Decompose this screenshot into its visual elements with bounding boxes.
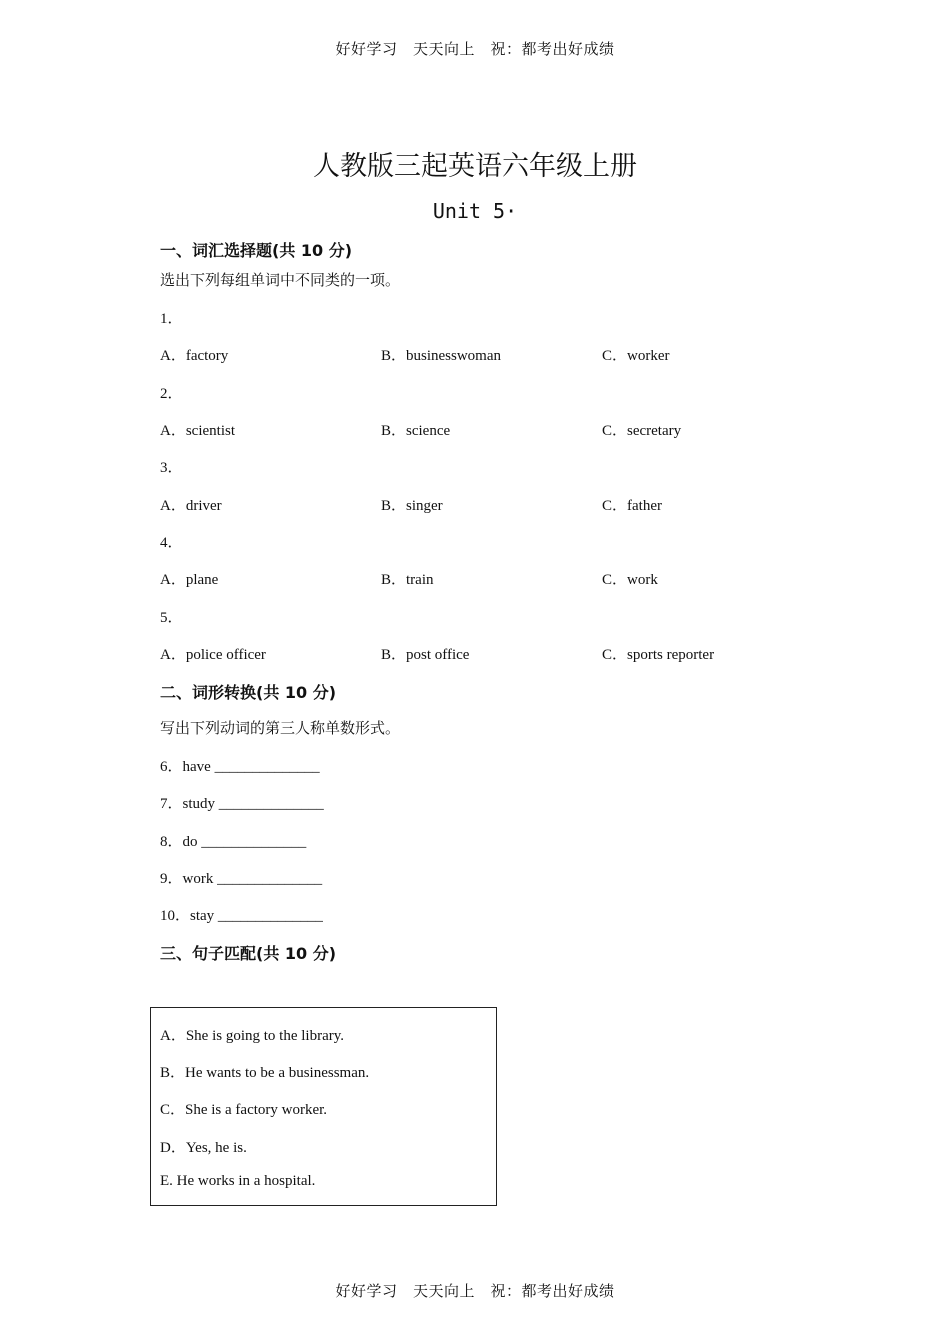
option-c: C．work	[602, 572, 658, 588]
page-header: 好好学习 天天向上 祝：都考出好成绩	[335, 40, 615, 58]
section2-heading: 二、词形转换(共 10 分)	[160, 683, 337, 702]
match-option: A．She is going to the library.	[160, 1028, 345, 1044]
option-b: B．businesswoman	[381, 348, 502, 364]
option-a: A．driver	[160, 498, 222, 514]
option-a: A．factory	[160, 348, 229, 364]
match-option: D．Yes, he is.	[160, 1140, 247, 1156]
unit-subtitle: Unit 5·	[432, 199, 518, 223]
option-c: C．sports reporter	[602, 647, 715, 663]
page-footer: 好好学习 天天向上 祝：都考出好成绩	[335, 1282, 615, 1300]
section2-instruction: 写出下列动词的第三人称单数形式。	[160, 719, 401, 737]
option-c: C．father	[602, 498, 662, 514]
fill-blank-item[interactable]: 9．work ______________	[160, 871, 323, 887]
option-c: C．worker	[602, 348, 670, 364]
option-a: A．plane	[160, 572, 219, 588]
question-number: 1．	[160, 311, 183, 327]
match-option: C．She is a factory worker.	[160, 1102, 328, 1118]
fill-blank-item[interactable]: 10．stay ______________	[160, 908, 323, 924]
question-number: 4．	[160, 535, 183, 551]
option-b: B．post office	[381, 647, 470, 663]
match-option: B．He wants to be a businessman.	[160, 1065, 370, 1081]
option-c: C．secretary	[602, 423, 682, 439]
question-number: 5．	[160, 610, 183, 626]
section1-heading: 一、词汇选择题(共 10 分)	[160, 241, 353, 260]
match-option: E. He works in a hospital.	[160, 1173, 316, 1189]
option-b: B．train	[381, 572, 434, 588]
fill-blank-item[interactable]: 8．do ______________	[160, 834, 307, 850]
fill-blank-item[interactable]: 6．have ______________	[160, 759, 320, 775]
fill-blank-item[interactable]: 7．study ______________	[160, 796, 324, 812]
question-number: 3．	[160, 460, 183, 476]
section3-heading: 三、句子匹配(共 10 分)	[160, 944, 337, 963]
option-a: A．scientist	[160, 423, 235, 439]
page-title: 人教版三起英语六年级上册	[313, 151, 637, 182]
option-b: B．science	[381, 423, 451, 439]
option-b: B．singer	[381, 498, 443, 514]
question-number: 2．	[160, 386, 183, 402]
section1-instruction: 选出下列每组单词中不同类的一项。	[160, 271, 401, 289]
option-a: A．police officer	[160, 647, 266, 663]
